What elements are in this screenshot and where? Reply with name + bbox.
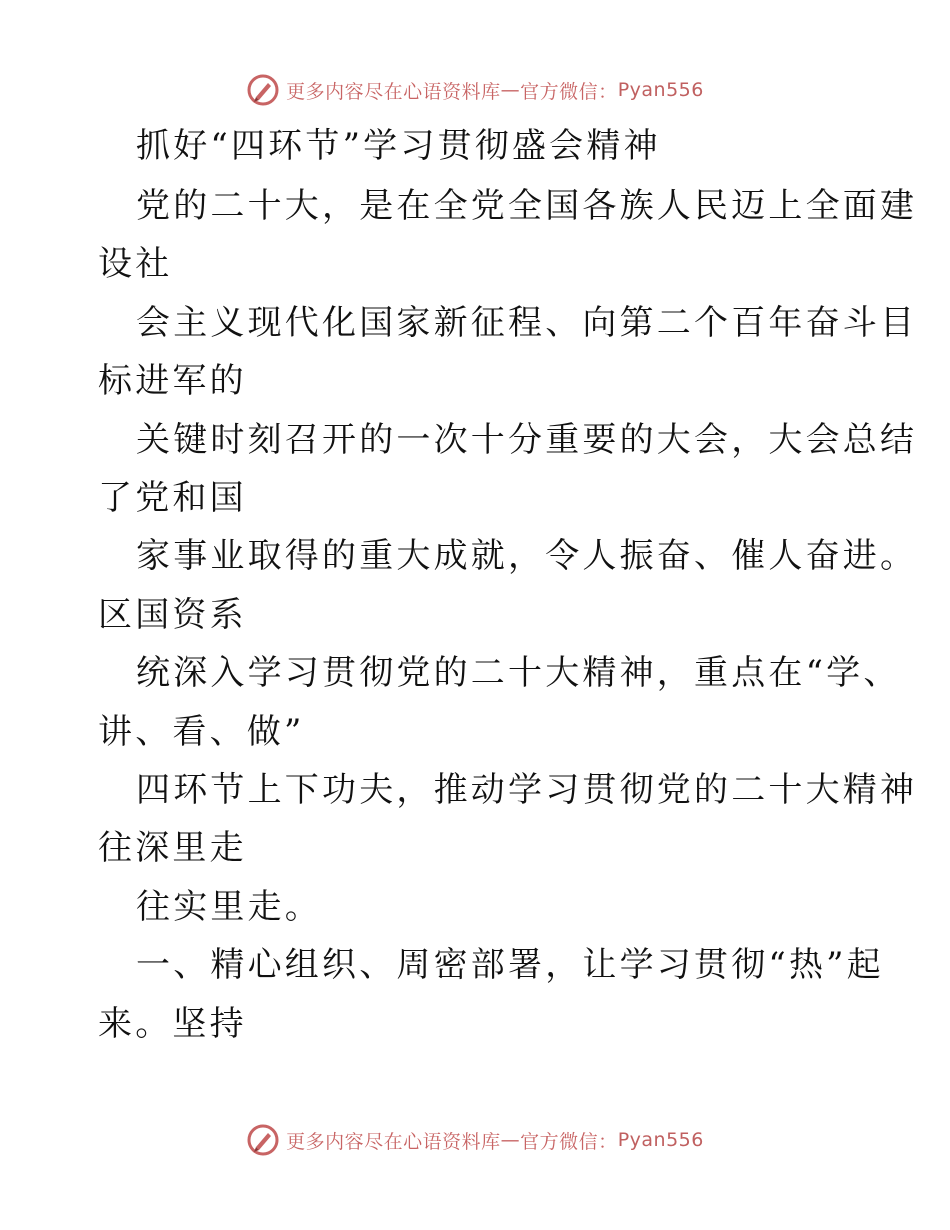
pen-logo-icon: [246, 73, 280, 107]
paragraph-line: 设社: [98, 244, 173, 284]
watermark-separator: —: [500, 1129, 521, 1151]
paragraph-line: 区国资系: [98, 595, 247, 635]
document-title: 抓好“四环节”学习贯彻盛会精神: [136, 126, 661, 166]
watermark-contact: 官方微信：: [520, 1130, 618, 1153]
paragraph-line: 讲、看、做”: [98, 712, 305, 752]
paragraph-line: 关键时刻召开的一次十分重要的大会，大会总结: [136, 420, 918, 460]
paragraph-line: 四环节上下功夫，推动学习贯彻党的二十大精神: [136, 770, 918, 810]
paragraph-line: 来。坚持: [98, 1004, 247, 1044]
watermark-separator: —: [500, 79, 521, 101]
paragraph-line: 会主义现代化国家新征程、向第二个百年奋斗目: [136, 303, 918, 343]
paragraph-line: 往实里走。: [136, 887, 322, 927]
pen-logo-icon: [246, 1123, 280, 1157]
section-heading-line: 一、精心组织、周密部署，让学习贯彻“热”起: [136, 945, 884, 985]
watermark-brand: 更多内容尽在心语资料库: [286, 80, 501, 103]
paragraph-line: 党的二十大，是在全党全国各族人民迈上全面建: [136, 186, 918, 226]
watermark-handle: Pyan556: [617, 1129, 704, 1151]
paragraph-line: 统深入学习贯彻党的二十大精神，重点在“学、: [136, 653, 901, 693]
header-watermark: [0, 70, 950, 110]
watermark-brand: 更多内容尽在心语资料库: [286, 1130, 501, 1153]
watermark-contact: 官方微信：: [520, 80, 618, 103]
watermark-handle: Pyan556: [617, 79, 704, 101]
paragraph-line: 往深里走: [98, 828, 247, 868]
paragraph-line: 了党和国: [98, 478, 247, 518]
paragraph-line: 标进军的: [98, 361, 247, 401]
footer-watermark: [0, 1120, 950, 1160]
paragraph-line: 家事业取得的重大成就，令人振奋、催人奋进。: [136, 536, 918, 576]
